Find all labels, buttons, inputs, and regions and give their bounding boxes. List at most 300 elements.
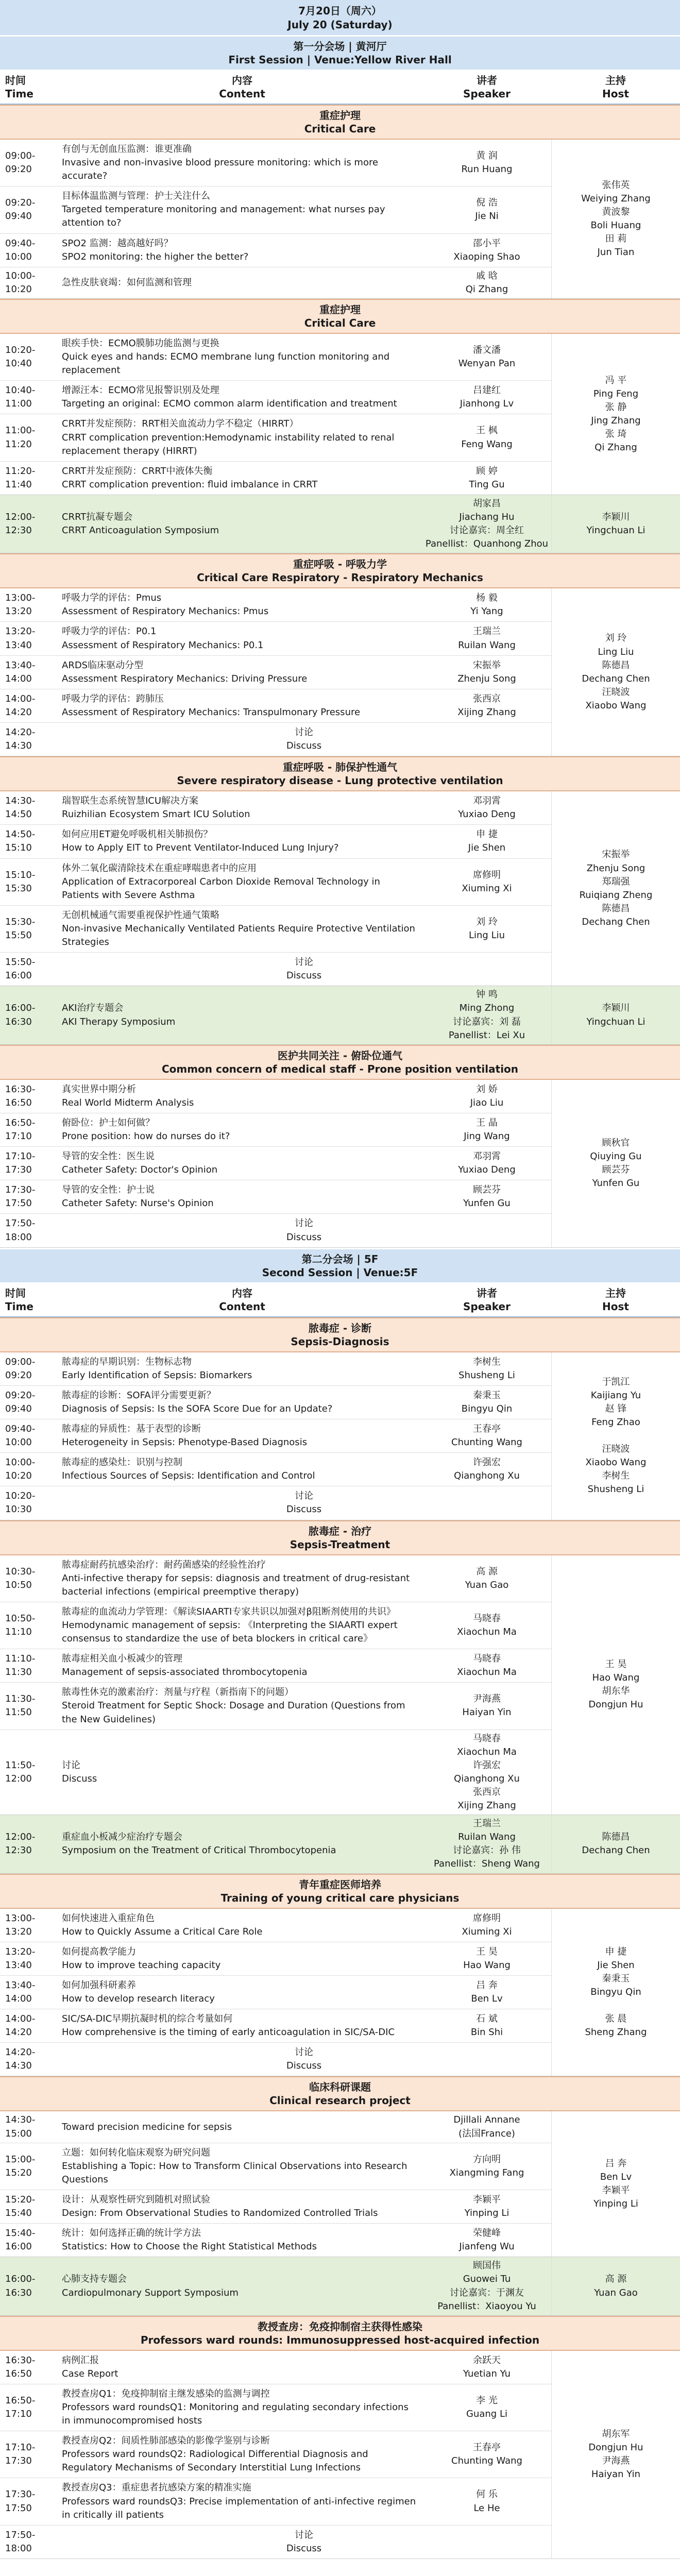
host-cell: 李颖川 Yingchuan Li xyxy=(551,495,680,553)
time-cell: 12:00-12:30 xyxy=(5,1832,36,1856)
table-row xyxy=(0,953,551,986)
agenda-rows xyxy=(0,2111,551,2257)
time-cell: 11:10-11:30 xyxy=(5,1653,36,1678)
category-title-cn: 教授查房：免疫抑制宿主获得性感染 xyxy=(258,2320,422,2333)
agenda-rows xyxy=(0,1352,551,1520)
speaker-cell: 邓羽霄 Yuxiao Deng xyxy=(458,795,516,820)
content-cell: 体外二氧化碳清除技术在重症哮喘患者中的应用 Application of Extracorporeal Carbon Dioxide Removal Technology in Patients with Severe Asthma xyxy=(62,862,380,901)
speaker-cell: 马晓春 Xiaochun Ma xyxy=(457,1613,517,1637)
content-cell: 教授查房Q1：免疫抑制宿主继发感染的监测与调控 Professors ward roundsQ1: Monitoring and regulating secondary infections in immunocompromised hosts xyxy=(62,2388,409,2427)
content-cell: 目标体温监测与管理：护士关注什么 Targeted temperature monitoring and management: what nurses pay attention to? xyxy=(62,191,385,229)
time-cell: 15:20-15:40 xyxy=(5,2194,36,2219)
time-cell: 09:20-09:40 xyxy=(5,197,36,222)
table-row xyxy=(0,1555,551,1602)
speaker-cell: 余跃天 Yuetian Yu xyxy=(463,2354,511,2379)
category-title-cn: 重症护理 xyxy=(319,109,361,122)
content-cell: 统计：如何选择正确的统计学方法 Statistics: How to Choose the Right Statistical Methods xyxy=(62,2228,317,2252)
table-row xyxy=(0,140,551,187)
date-en: July 20 (Saturday) xyxy=(287,19,393,31)
time-cell: 10:40-11:00 xyxy=(5,385,36,410)
speaker-cell: 顾 婷 Ting Gu xyxy=(469,465,505,490)
agenda-rows xyxy=(0,986,551,1044)
agenda-rows xyxy=(0,495,551,553)
category-title-en: Sepsis-Treatment xyxy=(290,1538,390,1551)
speaker-cell: 杨 毅 Yi Yang xyxy=(470,592,503,617)
column-headers xyxy=(0,70,680,105)
agenda-rows xyxy=(0,791,551,986)
speaker-cell: 王 枫 Feng Wang xyxy=(461,425,513,450)
time-cell: 11:30-11:50 xyxy=(5,1693,36,1718)
category-title-en: Sepsis-Diagnosis xyxy=(291,1335,389,1348)
content-cell: CRRT并发症预防：RRT相关血流动力学不稳定（HIRRT） CRRT complication prevention:Hemodynamic instability related to renal replacement therapy (HIRRT) xyxy=(62,418,395,456)
table-row xyxy=(0,1147,551,1180)
content-cell: CRRT并发症预防：CRRT中液体失衡 CRRT complication prevention: fluid imbalance in CRRT xyxy=(62,465,318,490)
category-title-en: Common concern of medical staff - Prone position ventilation xyxy=(161,1062,519,1075)
table-row xyxy=(0,234,551,267)
content-cell: 呼吸力学的评估：跨肺压 Assessment of Respiratory Mechanics: Transpulmonary Pressure xyxy=(62,693,361,718)
agenda-rows xyxy=(0,2257,551,2315)
agenda-block xyxy=(0,2351,680,2559)
content-cell: 设计：从观察性研究到随机对照试验 Design: From Observational Studies to Randomized Controlled Trials xyxy=(62,2194,378,2219)
time-cell: 13:20-13:40 xyxy=(5,626,36,651)
table-row xyxy=(0,1419,551,1453)
speaker-cell: 吕 奔 Ben Lv xyxy=(471,1979,503,2004)
table-row xyxy=(0,1909,551,1942)
category-header xyxy=(0,1874,680,1909)
content-cell: 导管的安全性：护士说 Catheter Safety: Nurse's Opinion xyxy=(62,1184,214,1209)
content-cell: 眼疾手快：ECMO膜肺功能监测与更换 Quick eyes and hands: ECMO membrane lung function monitoring and replacement xyxy=(62,337,390,376)
table-row xyxy=(0,2384,551,2431)
content-cell: 脓毒症的血流动力学管理：《解读SIAARTI专家共识以加强对β阻断剂使用的共识》 Hemodynamic management of sepsis: 《Interpreting the SIAARTI expert consensus to standardize the use of beta blockers in critical care》 xyxy=(62,1606,398,1645)
table-row xyxy=(0,1815,551,1873)
content-cell: 真实世界中期分析 Real World Midterm Analysis xyxy=(62,1083,194,1108)
speaker-cell: 石 斌 Bin Shi xyxy=(470,2013,503,2038)
category-title-en: Critical Care xyxy=(304,123,376,135)
time-cell: 16:30-16:50 xyxy=(5,2354,36,2379)
content-cell: 立题：如何转化临床观察为研究问题 Establishing a Topic: How to Transform Clinical Observations into Research Questions xyxy=(62,2147,407,2185)
discussion-cell: 讨论 Discuss xyxy=(286,957,322,981)
col-time xyxy=(0,74,57,100)
agenda-rows xyxy=(0,1555,551,1815)
speaker-cell: 黄 润 Run Huang xyxy=(461,150,513,175)
table-row xyxy=(0,1386,551,1419)
speaker-cell: 潘文潘 Wenyan Pan xyxy=(458,344,516,369)
agenda-rows xyxy=(0,1909,551,2076)
speaker-cell: 张西京 Xijing Zhang xyxy=(457,693,516,718)
time-cell: 16:00-16:30 xyxy=(5,2274,36,2298)
table-row xyxy=(0,2190,551,2224)
content-cell: 脓毒症耐药抗感染治疗：耐药菌感染的经验性治疗 Anti-infective therapy for sepsis: diagnosis and treatment of drug-resistant bacterial infections (empirical preemptive therapy) xyxy=(62,1559,410,1597)
category-title-cn: 脓毒症 - 治疗 xyxy=(308,1524,372,1537)
table-row xyxy=(0,2351,551,2384)
content-cell: 教授查房Q3：重症患者抗感染方案的精准实施 Professors ward roundsQ3: Precise implementation of anti-infective regimen in critically ill patients xyxy=(62,2482,416,2520)
time-cell: 11:20-11:40 xyxy=(5,465,36,490)
category-title-en: Professors ward rounds: Immunosuppressed host-acquired infection xyxy=(140,2333,540,2346)
content-cell: 教授查房Q2：间质性肺部感染的影像学鉴别与诊断 Professors ward roundsQ2: Radiological Differential Diagnosis and Regulatory Mechanisms of Secondary Interstitial Lung Infections xyxy=(62,2435,368,2473)
col-time-cn: 时间 xyxy=(5,1286,26,1299)
agenda-rows xyxy=(0,1080,551,1247)
table-row xyxy=(0,1730,551,1815)
content-cell: 增源汪本：ECMO常见报警识别及处理 Targeting an original: ECMO common alarm identification and treatment xyxy=(62,385,397,410)
col-speaker-en: Speaker xyxy=(463,1300,511,1313)
table-row xyxy=(0,2257,551,2315)
time-cell: 15:00-15:20 xyxy=(5,2154,36,2178)
speaker-cell: 王瑞兰 Ruilan Wang 讨论嘉宾：孙 伟 Panellist：Sheng Wang xyxy=(434,1818,540,1870)
time-cell: 17:10-17:30 xyxy=(5,1151,36,1176)
category-header xyxy=(0,2076,680,2111)
time-cell: 09:40-10:00 xyxy=(5,1423,36,1448)
host-cell: 于凯江 Kaijiang Yu 赵 锋 Feng Zhao 汪晓波 Xiaobo Wang 李树生 Shusheng Li xyxy=(551,1352,680,1520)
time-cell: 16:50-17:10 xyxy=(5,2395,36,2420)
speaker-cell: 秦秉玉 Bingyu Qin xyxy=(461,1389,513,1414)
host-cell: 高 源 Yuan Gao xyxy=(551,2257,680,2315)
time-cell: 13:00-13:20 xyxy=(5,1912,36,1937)
table-row xyxy=(0,791,551,825)
time-cell: 09:00-09:20 xyxy=(5,150,36,175)
time-cell: 16:50-17:10 xyxy=(5,1117,36,1142)
col-host-cn: 主持 xyxy=(605,1286,626,1299)
content-cell: AKI治疗专题会 AKI Therapy Symposium xyxy=(62,1003,176,1027)
agenda-rows xyxy=(0,334,551,495)
speaker-cell: 方向明 Xiangming Fang xyxy=(449,2154,524,2178)
content-cell: 重症血小板减少症治疗专题会 Symposium on the Treatment of Critical Thrombocytopenia xyxy=(62,1832,336,1856)
category-header xyxy=(0,1520,680,1555)
col-speaker-cn: 讲者 xyxy=(477,1286,497,1299)
time-cell: 09:00-09:20 xyxy=(5,1356,36,1381)
table-row xyxy=(0,906,551,953)
col-speaker-en: Speaker xyxy=(463,88,511,100)
category-title-cn: 重症呼吸 - 肺保护性通气 xyxy=(282,761,398,774)
time-cell: 17:30-17:50 xyxy=(5,1184,36,1209)
host-cell: 刘 玲 Ling Liu 陈德昌 Dechang Chen 汪晓波 Xiaobo Wang xyxy=(551,588,680,756)
time-cell: 14:20-14:30 xyxy=(5,2047,36,2072)
time-cell: 13:00-13:20 xyxy=(5,592,36,617)
agenda-block xyxy=(0,2111,680,2257)
content-cell: 如何快速进入重症角色 How to Quickly Assume a Critical Care Role xyxy=(62,1912,263,1937)
content-cell: 脓毒症的早期识别：生物标志物 Early Identification of Sepsis: Biomarkers xyxy=(62,1356,252,1381)
col-content xyxy=(57,1286,422,1313)
agenda-block xyxy=(0,1352,680,1520)
time-cell: 13:40-14:00 xyxy=(5,1979,36,2004)
first-session-body xyxy=(0,105,680,1248)
speaker-cell: 席修明 Xiuming Xi xyxy=(462,869,512,894)
table-row xyxy=(0,656,551,689)
time-cell: 13:20-13:40 xyxy=(5,1946,36,1971)
speaker-cell: 荣健峰 Jianfeng Wu xyxy=(459,2228,515,2252)
session-title-cn: 第一分会场 | 黄河厅 xyxy=(293,40,387,53)
col-content-en: Content xyxy=(219,88,265,100)
col-host-en: Host xyxy=(602,1300,629,1313)
speaker-cell: 李颖平 Yinping Li xyxy=(464,2194,509,2219)
speaker-cell: 马晓春 Xiaochun Ma xyxy=(457,1653,517,1678)
discussion-cell: 讨论 Discuss xyxy=(286,1490,322,1515)
time-cell: 14:00-14:20 xyxy=(5,693,36,718)
content-cell: 心肺支持专题会 Cardiopulmonary Support Symposium xyxy=(62,2274,239,2298)
speaker-cell: 钟 鸣 Ming Zhong 讨论嘉宾：刘 磊 Panellist：Lei Xu xyxy=(448,989,525,1041)
col-host-cn: 主持 xyxy=(605,74,626,87)
time-cell: 10:50-11:10 xyxy=(5,1613,36,1637)
table-row xyxy=(0,1486,551,1519)
table-row xyxy=(0,2009,551,2043)
agenda-block xyxy=(0,1555,680,1816)
category-header xyxy=(0,105,680,140)
content-cell: CRRT抗凝专题会 CRRT Anticoagulation Symposium xyxy=(62,511,219,536)
table-row xyxy=(0,723,551,756)
discussion-cell: 讨论 Discuss xyxy=(286,2529,322,2554)
table-row xyxy=(0,825,551,858)
content-cell: 病例汇报 Case Report xyxy=(62,2354,118,2379)
host-cell: 张伟英 Weiying Zhang 黄波黎 Boli Huang 田 莉 Jun Tian xyxy=(551,140,680,298)
speaker-cell: 尹海燕 Haiyan Yin xyxy=(462,1693,512,1718)
category-header xyxy=(0,756,680,791)
col-host-en: Host xyxy=(602,88,629,100)
category-title-cn: 重症呼吸 - 呼吸力学 xyxy=(293,558,387,571)
col-host xyxy=(551,1286,680,1313)
table-row xyxy=(0,2478,551,2525)
discussion-cell: 讨论 Discuss xyxy=(286,727,322,752)
speaker-cell: 邓羽霄 Yuxiao Deng xyxy=(458,1151,516,1176)
session-title-en: First Session | Venue:Yellow River Hall xyxy=(228,54,452,66)
table-row xyxy=(0,1113,551,1147)
time-cell: 17:50-18:00 xyxy=(5,2529,36,2554)
date-header xyxy=(0,0,680,35)
speaker-cell: 马晓春 Xiaochun Ma 许强宏 Qianghong Xu 张西京 Xijing Zhang xyxy=(454,1733,520,1811)
speaker-cell: 王 昊 Hao Wang xyxy=(463,1946,511,1971)
category-header xyxy=(0,2316,680,2351)
col-host xyxy=(551,74,680,100)
speaker-cell: Djillali Annane (法国France) xyxy=(453,2114,520,2139)
agenda-rows xyxy=(0,2351,551,2558)
table-row xyxy=(0,1683,551,1730)
col-speaker xyxy=(422,1286,551,1313)
speaker-cell: 李 光 Guang Li xyxy=(466,2395,507,2420)
speaker-cell: 顾芸芬 Yunfen Gu xyxy=(463,1184,511,1209)
host-cell: 冯 平 Ping Feng 张 静 Jing Zhang 张 琦 Qi Zhang xyxy=(551,334,680,495)
discussion-cell: 讨论 Discuss xyxy=(286,1218,322,1243)
col-content xyxy=(57,74,422,100)
content-cell: 呼吸力学的评估：P0.1 Assessment of Respiratory Mechanics: P0.1 xyxy=(62,626,264,651)
speaker-cell: 高 源 Yuan Gao xyxy=(465,1566,509,1590)
category-title-cn: 重症护理 xyxy=(319,303,361,316)
column-headers xyxy=(0,1282,680,1317)
content-cell: 如何加强科研素养 How to develop research literacy xyxy=(62,1979,215,2004)
table-row xyxy=(0,381,551,414)
table-row xyxy=(0,986,551,1044)
content-cell: 如何应用ET避免呼吸机相关肺损伤？ How to Apply EIT to Prevent Ventilator-Induced Lung Injury? xyxy=(62,829,339,854)
category-header xyxy=(0,553,680,588)
time-cell: 11:00-11:20 xyxy=(5,425,36,450)
category-title-en: Training of young critical care physicians xyxy=(220,1891,460,1904)
col-time-cn: 时间 xyxy=(5,74,26,87)
agenda-rows xyxy=(0,1815,551,1873)
agenda-block xyxy=(0,1080,680,1248)
agenda-block xyxy=(0,791,680,986)
time-cell: 11:50-12:00 xyxy=(5,1759,36,1784)
content-cell: 呼吸力学的评估：Pmus Assessment of Respiratory Mechanics: Pmus xyxy=(62,592,269,617)
host-cell: 申 捷 Jie Shen 秦秉玉 Bingyu Qin 张 晨 Sheng Zhang xyxy=(551,1909,680,2076)
speaker-cell: 王春亭 Chunting Wang xyxy=(451,1423,522,1448)
speaker-cell: 倪 浩 Jie Ni xyxy=(475,197,499,222)
time-cell: 15:10-15:30 xyxy=(5,869,36,894)
col-content-cn: 内容 xyxy=(232,74,252,87)
col-speaker-cn: 讲者 xyxy=(477,74,497,87)
speaker-cell: 吕建红 Jianhong Lv xyxy=(460,385,514,410)
content-cell: 脓毒症的异质性：基于表型的诊断 Heterogeneity in Sepsis: Phenotype-Based Diagnosis xyxy=(62,1423,308,1448)
col-time xyxy=(0,1286,57,1313)
content-cell: Toward precision medicine for sepsis xyxy=(62,2121,232,2132)
second-session xyxy=(0,1248,680,2559)
speaker-cell: 王 晶 Jing Wang xyxy=(464,1117,510,1142)
content-cell: 讨论 Discuss xyxy=(62,1759,97,1784)
category-header xyxy=(0,299,680,334)
table-row xyxy=(0,1976,551,2009)
time-cell: 15:40-16:00 xyxy=(5,2228,36,2252)
table-row xyxy=(0,187,551,233)
speaker-cell: 王春亭 Chunting Wang xyxy=(451,2442,522,2467)
time-cell: 10:00-10:20 xyxy=(5,270,36,295)
content-cell: 脓毒症的诊断：SOFA评分需要更新？ Diagnosis of Sepsis: Is the SOFA Score Due for an Update? xyxy=(62,1389,333,1414)
speaker-cell: 宋振举 Zhenju Song xyxy=(457,659,516,684)
date-cn: 7月20日（周六） xyxy=(298,5,382,17)
speaker-cell: 席修明 Xiuming Xi xyxy=(462,1912,512,1937)
time-cell: 09:40-10:00 xyxy=(5,238,36,262)
content-cell: 瑞智联生态系统智慧ICU解决方案 Ruizhilian Ecosystem Smart ICU Solution xyxy=(62,795,250,820)
table-row xyxy=(0,1942,551,1976)
content-cell: 脓毒性休克的激素治疗：剂量与疗程（新指南下的问题） Steroid Treatment for Septic Shock: Dosage and Duration (Questions from the New Guidelines) xyxy=(62,1687,405,1725)
time-cell: 16:00-16:30 xyxy=(5,1003,36,1027)
table-row xyxy=(0,2143,551,2190)
category-title-cn: 青年重症医师培养 xyxy=(299,1878,381,1891)
time-cell: 15:50-16:00 xyxy=(5,957,36,981)
content-cell: 急性皮肤衰竭：如何监测和管理 xyxy=(62,277,192,288)
session-title xyxy=(0,1248,680,1282)
time-cell: 15:30-15:50 xyxy=(5,916,36,941)
table-row xyxy=(0,1453,551,1486)
time-cell: 09:20-09:40 xyxy=(5,1389,36,1414)
content-cell: 脓毒症相关血小板减少的管理 Management of sepsis-associated thrombocytopenia xyxy=(62,1653,308,1678)
agenda-rows xyxy=(0,140,551,298)
table-row xyxy=(0,2526,551,2558)
content-cell: ARDS临床驱动分型 Assessment Respiratory Mechanics: Driving Pressure xyxy=(62,659,308,684)
table-row xyxy=(0,495,551,553)
time-cell: 10:30-10:50 xyxy=(5,1566,36,1590)
content-cell: 有创与无创血压监测：谁更准确 Invasive and non-invasive blood pressure monitoring: which is more accurate? xyxy=(62,144,379,182)
time-cell: 12:00-12:30 xyxy=(5,511,36,536)
speaker-cell: 顾国伟 Guowei Tu 讨论嘉宾：于渊友 Panellist：Xiaoyou Yu xyxy=(437,2260,536,2312)
table-row xyxy=(0,462,551,495)
time-cell: 14:50-15:10 xyxy=(5,829,36,854)
table-row xyxy=(0,622,551,655)
category-title-cn: 脓毒症 - 诊断 xyxy=(308,1321,372,1334)
category-title-en: Critical Care Respiratory - Respiratory Mechanics xyxy=(197,571,483,584)
symposium-block xyxy=(0,495,680,553)
speaker-cell: 王瑞兰 Ruilan Wang xyxy=(458,626,516,651)
speaker-cell: 许强宏 Qianghong Xu xyxy=(454,1457,520,1482)
category-title-en: Critical Care xyxy=(304,316,376,329)
host-cell: 李颖川 Yingchuan Li xyxy=(551,986,680,1044)
category-title-en: Severe respiratory disease - Lung protective ventilation xyxy=(177,774,503,787)
col-speaker xyxy=(422,74,551,100)
col-time-en: Time xyxy=(5,1300,33,1313)
symposium-block xyxy=(0,2257,680,2315)
table-row xyxy=(0,1649,551,1683)
first-session xyxy=(0,35,680,1248)
time-cell: 10:20-10:40 xyxy=(5,344,36,369)
speaker-cell: 戚 晗 Qi Zhang xyxy=(465,270,508,295)
host-cell: 王 昊 Hao Wang 胡东华 Dongjun Hu xyxy=(551,1555,680,1815)
time-cell: 17:10-17:30 xyxy=(5,2442,36,2467)
time-cell: 14:30-15:00 xyxy=(5,2114,36,2139)
table-row xyxy=(0,414,551,461)
session-title-cn: 第二分会场 | 5F xyxy=(301,1252,379,1265)
time-cell: 10:20-10:30 xyxy=(5,1490,36,1515)
content-cell: 俯卧位：护士如何做？ Prone position: how do nurses do it? xyxy=(62,1117,230,1142)
content-cell: SIC/SA-DIC早期抗凝时机的综合考量如何 How comprehensive is the timing of early anticoagulation in SIC/SA-DIC xyxy=(62,2013,395,2038)
content-cell: 无创机械通气需要重视保护性通气策略 Non-invasive Mechanically Ventilated Patients Require Protective Ventilation Strategies xyxy=(62,909,415,948)
time-cell: 17:50-18:00 xyxy=(5,1218,36,1243)
time-cell: 14:00-14:20 xyxy=(5,2013,36,2038)
category-title-cn: 医护共同关注 - 俯卧位通气 xyxy=(277,1049,403,1062)
speaker-cell: 刘 玲 Ling Liu xyxy=(468,916,505,941)
table-row xyxy=(0,1214,551,1247)
symposium-block xyxy=(0,1815,680,1873)
table-row xyxy=(0,1180,551,1214)
col-content-en: Content xyxy=(219,1300,265,1313)
table-row xyxy=(0,859,551,906)
table-row xyxy=(0,1602,551,1649)
table-row xyxy=(0,689,551,723)
table-row xyxy=(0,588,551,622)
host-cell: 吕 奔 Ben Lv 李颖平 Yinping Li xyxy=(551,2111,680,2257)
speaker-cell: 胡家昌 Jiachang Hu 讨论嘉宾：周全红 Panellist：Quanhong Zhou xyxy=(425,498,549,550)
session-title xyxy=(0,35,680,70)
agenda-rows xyxy=(0,588,551,756)
time-cell: 10:00-10:20 xyxy=(5,1457,36,1482)
category-title-en: Clinical research project xyxy=(269,2094,411,2107)
symposium-block xyxy=(0,986,680,1044)
category-header xyxy=(0,1045,680,1080)
speaker-cell: 申 捷 Jie Shen xyxy=(468,829,506,854)
time-cell: 14:30-14:50 xyxy=(5,795,36,820)
agenda-block xyxy=(0,140,680,299)
speaker-cell: 李树生 Shusheng Li xyxy=(458,1356,515,1381)
speaker-cell: 刘 娇 Jiao Liu xyxy=(470,1083,504,1108)
time-cell: 16:30-16:50 xyxy=(5,1083,36,1108)
time-cell: 14:20-14:30 xyxy=(5,727,36,752)
category-header xyxy=(0,1317,680,1352)
time-cell: 13:40-14:00 xyxy=(5,659,36,684)
content-cell: SPO2 监测：越高越好吗？ SPO2 monitoring: the higher the better? xyxy=(62,238,249,262)
host-cell: 顾秋官 Qiuying Gu 顾芸芬 Yunfen Gu xyxy=(551,1080,680,1247)
table-row xyxy=(0,1080,551,1113)
table-row xyxy=(0,2111,551,2143)
table-row xyxy=(0,2431,551,2478)
table-row xyxy=(0,334,551,381)
agenda-block xyxy=(0,588,680,756)
table-row xyxy=(0,1352,551,1386)
content-cell: 导管的安全性：医生说 Catheter Safety: Doctor's Opinion xyxy=(62,1151,218,1176)
speaker-cell: 邵小平 Xiaoping Shao xyxy=(453,238,520,262)
agenda-block xyxy=(0,1909,680,2077)
agenda-block xyxy=(0,334,680,495)
session-title-en: Second Session | Venue:5F xyxy=(262,1266,418,1279)
table-row xyxy=(0,267,551,298)
speaker-cell: 何 乐 Le He xyxy=(473,2489,500,2514)
col-content-cn: 内容 xyxy=(232,1286,252,1299)
host-cell: 陈德昌 Dechang Chen xyxy=(551,1815,680,1873)
table-row xyxy=(0,2043,551,2076)
col-time-en: Time xyxy=(5,88,33,100)
